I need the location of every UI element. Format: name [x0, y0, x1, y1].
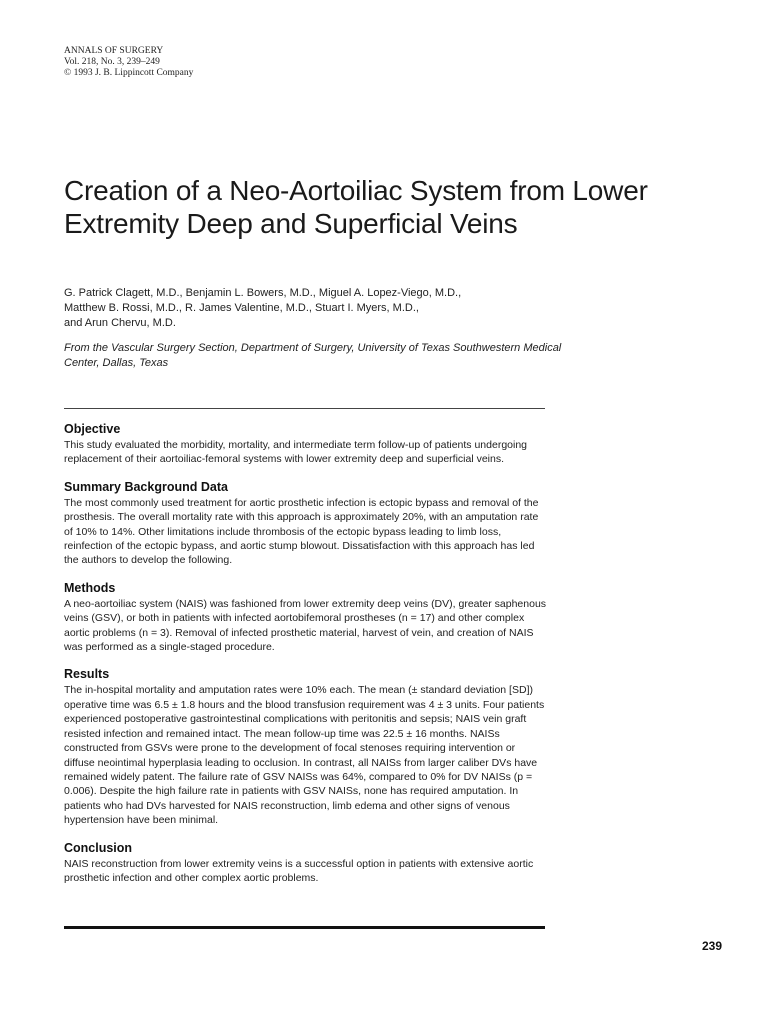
author-line: and Arun Chervu, M.D. [64, 317, 176, 329]
article-title: Creation of a Neo-Aortoiliac System from Lower Extremity Deep and Superficial Veins [64, 175, 648, 239]
results-text: The in-hospital mortality and amputation rates were 10% each. The mean (± standard deviation [SD]) operative time was 6.5 ± 1.8 hours and the blood transfusion requirement was 4 ± 3 units. Four patients experienced postoperative gastrointestinal complications with peritonitis and sepsis; NAIS vein graft resisted infection and remained intact. The mean follow-up time was 22.5 ± 16 months. NAISs constructed from GSVs were prone to the development of focal stenoses requiring intervention or diffuse neointimal hyperplasia leading to occlusion. In contrast, all NAISs from larger caliber DVs have remained widely patent. The failure rate of GSV NAISs was 64%, compared to 0% for DV NAISs (p = 0.006). Despite the high failure rate in patients with GSV NAISs, none has required amputation. In patients who had DVs harvested for NAIS reconstruction, limb edema and other signs of venous hypertension have been minimal. [64, 684, 545, 827]
affiliation: From the Vascular Surgery Section, Department of Surgery, University of Texas Southwestern Medical Center, Dallas, Texas [64, 342, 562, 369]
background-text: The most commonly used treatment for aortic prosthetic infection is ectopic bypass and removal of the prosthesis. The overall mortality rate with this approach is approximately 20%, with an amputation rate of 10% to 14%. Other limitations include thrombosis of the ectopic bypass leading to limb loss, reinfection of the ectopic bypass, and aortic stump blowout. Dissatisfaction with this approach has led the authors to develop the following. [64, 496, 539, 567]
background-section [64, 479, 548, 568]
conclusion-section [64, 840, 548, 886]
results-section [64, 666, 548, 827]
top-divider [64, 408, 545, 409]
bottom-divider [64, 926, 545, 929]
conclusion-heading: Conclusion [64, 840, 133, 855]
objective-section [64, 421, 548, 467]
journal-copyright: © 1993 J. B. Lippincott Company [64, 68, 194, 78]
journal-name: ANNALS OF SURGERY [64, 46, 164, 56]
author-line: G. Patrick Clagett, M.D., Benjamin L. Bowers, M.D., Miguel A. Lopez-Viego, M.D., [64, 287, 462, 299]
page-number: 239 [702, 939, 723, 953]
author-list [64, 286, 704, 331]
methods-text: A neo-aortoiliac system (NAIS) was fashioned from lower extremity deep veins (DV), greater saphenous veins (GSV), or both in patients with infected aortobifemoral prostheses (n = 17) and other complex aortic problems (n = 3). Removal of infected prosthetic material, harvest of vein, and creation of NAIS was performed as a single-staged procedure. [64, 597, 547, 654]
methods-section [64, 580, 548, 655]
objective-heading: Objective [64, 422, 121, 436]
methods-heading: Methods [64, 580, 116, 595]
journal-volume: Vol. 218, No. 3, 239–249 [64, 57, 160, 67]
background-heading: Summary Background Data [64, 479, 228, 494]
journal-header [64, 46, 193, 79]
abstract [64, 421, 548, 897]
author-line: Matthew B. Rossi, M.D., R. James Valentine, M.D., Stuart I. Myers, M.D., [64, 302, 419, 314]
conclusion-text: NAIS reconstruction from lower extremity veins is a successful option in patients with extensive aortic prosthetic infection and other complex aortic problems. [64, 857, 534, 884]
objective-text: This study evaluated the morbidity, mortality, and intermediate term follow-up of patients undergoing replacement of their aortoiliac-femoral systems with lower extremity deep and superficial veins. [64, 439, 528, 466]
results-heading: Results [64, 667, 110, 682]
